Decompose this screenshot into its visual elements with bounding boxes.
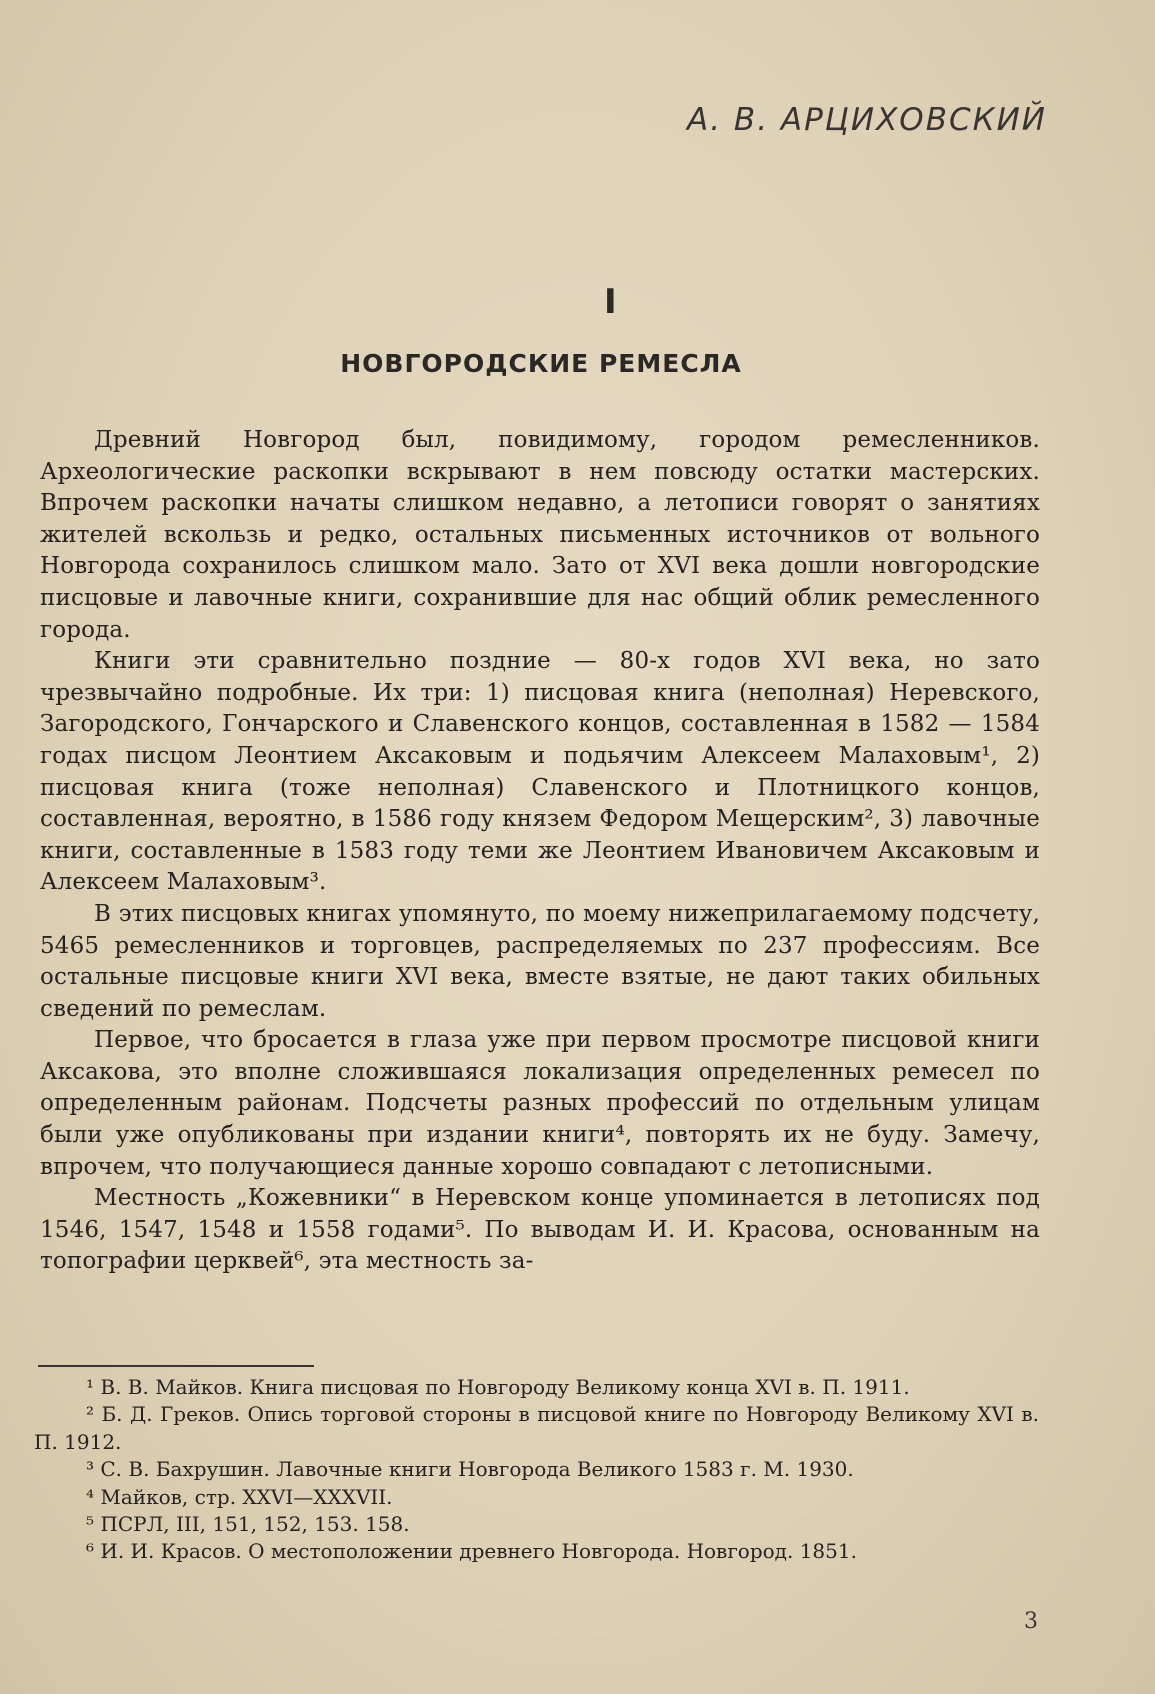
paragraph: Книги эти сравнительно поздние — 80-х годов XVI века, но зато чрезвычайно подробные. Их три: 1) писцовая книга (неполная) Неревского, Загородского, Гончарского и Славенского концов, составленная в 1582 — 1584 годах писцом Леонтием Аксаковым и подьячим Алексеем Малаховым¹, 2) писцовая книга (тоже неполная) Славенского и Плотницкого концов, составленная, вероятно, в 1586 году князем Федором Мещерским², 3) лавочные книги, составленные в 1583 году теми же Леонтием Ивановичем Аксаковым и Алексеем Малаховым³. bbox=[40, 648, 1040, 896]
footnote: ⁵ ПСРЛ, III, 151, 152, 153. 158. bbox=[86, 1512, 410, 1537]
footnote-divider bbox=[38, 1365, 314, 1367]
page-number: 3 bbox=[1024, 1609, 1038, 1634]
footnote: ² Б. Д. Греков. Опись торговой стороны в писцовой книге по Новгороду Великому XVI в. П. 1912. bbox=[34, 1402, 1039, 1454]
paragraph: Местность „Кожевники“ в Неревском конце упоминается в летописях под 1546, 1547, 1548 и 1558 годами⁵. По выводам И. И. Красова, основанным на топографии церквей⁶, эта местность за- bbox=[40, 1185, 1040, 1275]
chapter-title: НОВГОРОДСКИЕ РЕМЕСЛА bbox=[340, 349, 742, 378]
paragraph: Древний Новгород был, повидимому, городом ремесленников. Археологические раскопки вскрывают в нем повсюду остатки мастерских. Впрочем раскопки начаты слишком недавно, а летописи говорят о занятиях жителей вскользь и редко, остальных письменных источников от вольного Новгорода сохранилось слишком мало. Зато от XVI века дошли новгородские писцовые и лавочные книги, сохранившие для нас общий облик ремесленного города. bbox=[40, 427, 1040, 643]
paragraph: В этих писцовых книгах упомянуто, по моему нижеприлагаемому подсчету, 5465 ремесленников и торговцев, распределяемых по 237 профессиям. Все остальные писцовые книги XVI века, вместе взятые, не дают таких обильных сведений по ремеслам. bbox=[40, 900, 1040, 1022]
body-text bbox=[40, 425, 1040, 1278]
chapter-number: I bbox=[604, 282, 617, 322]
footnote: ⁶ И. И. Красов. О местоположении древнего Новгорода. Новгород. 1851. bbox=[86, 1539, 857, 1564]
footnote: ³ С. В. Бахрушин. Лавочные книги Новгорода Великого 1583 г. М. 1930. bbox=[86, 1457, 854, 1482]
footnote: ⁴ Майков, стр. XXVI—XXXVII. bbox=[86, 1484, 393, 1509]
footnotes bbox=[34, 1374, 1039, 1566]
paragraph: Первое, что бросается в глаза уже при первом просмотре писцовой книги Аксакова, это вполне сложившаяся локализация определенных ремесел по определенным районам. Подсчеты разных профессий по отдельным улицам были уже опубликованы при издании книги⁴, повторять их не буду. Замечу, впрочем, что получающиеся данные хорошо совпадают с летописными. bbox=[40, 1027, 1040, 1180]
footnote: ¹ В. В. Майков. Книга писцовая по Новгороду Великому конца XVI в. П. 1911. bbox=[86, 1375, 910, 1399]
running-header-author: А. В. АРЦИХОВСКИЙ bbox=[687, 102, 1047, 138]
